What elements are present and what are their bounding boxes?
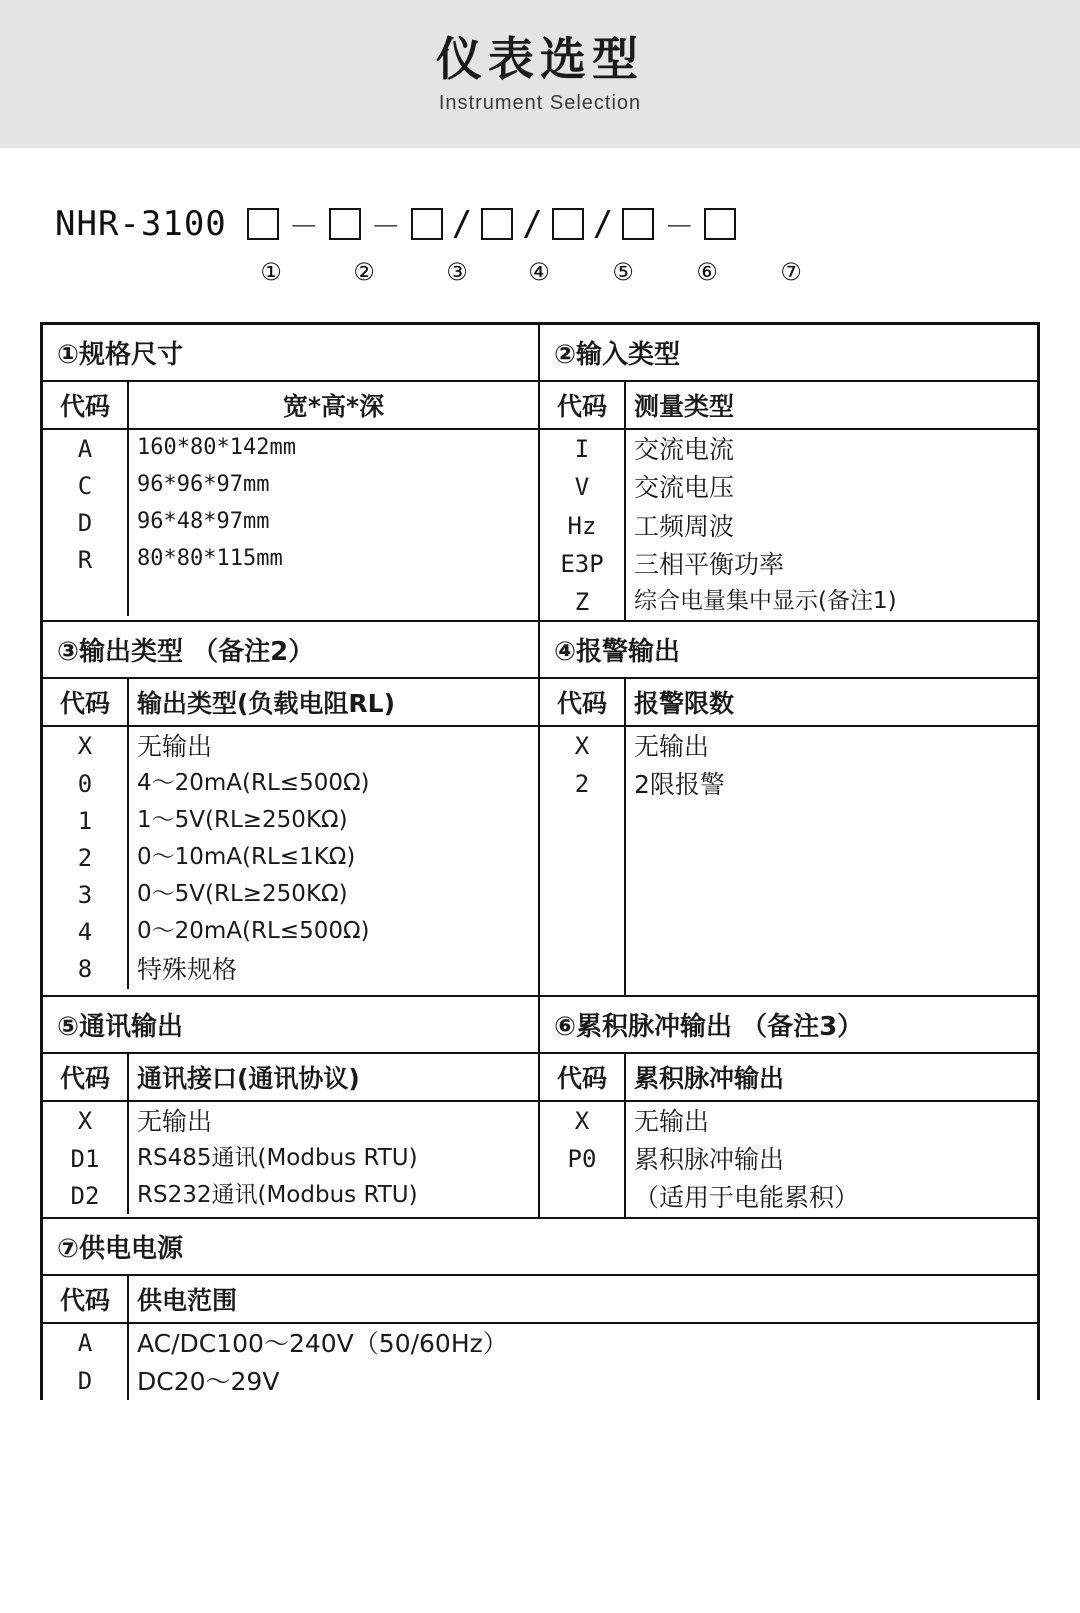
table-row <box>540 507 1037 545</box>
table-row <box>43 727 538 765</box>
section-header <box>43 1276 1037 1324</box>
section-header <box>540 382 1037 430</box>
model-name: NHR-3100 <box>55 204 227 244</box>
table-row <box>43 467 538 504</box>
section-input-type <box>540 325 1037 620</box>
row-code: I <box>540 430 626 468</box>
row-code: D1 <box>43 1140 129 1177</box>
row-desc: 160*80*142mm <box>137 435 296 460</box>
table-row <box>43 1177 538 1214</box>
table-row <box>43 1362 1037 1400</box>
row-code-empty <box>540 804 626 842</box>
table-row <box>43 876 538 913</box>
model-marker-1: ① <box>260 258 282 286</box>
row-desc: DC20～29V <box>137 1366 280 1396</box>
model-separator-1: － <box>288 210 319 245</box>
model-box-7 <box>704 208 736 240</box>
table-row <box>43 950 538 988</box>
row-desc: （适用于电能累积） <box>634 1183 860 1213</box>
row-code: 3 <box>43 876 129 913</box>
table-row-filler <box>540 918 1037 956</box>
table-row <box>43 765 538 802</box>
model-box-5 <box>552 208 584 240</box>
row-code: D <box>43 504 129 541</box>
section-output-type <box>43 622 540 995</box>
row-desc-empty <box>626 918 1037 956</box>
model-code-diagram <box>0 196 1080 308</box>
section-body <box>43 1102 538 1214</box>
section-power-supply <box>43 1217 1037 1401</box>
table-row <box>540 545 1037 583</box>
row-desc: 特殊规格 <box>137 955 238 985</box>
section-body <box>43 727 538 989</box>
row-code: 8 <box>43 950 129 988</box>
section-title: ①规格尺寸 <box>43 325 538 382</box>
row-desc: 80*80*115mm <box>137 546 283 571</box>
row-desc-empty <box>626 804 1037 842</box>
column-header-code: 代码 <box>43 1054 129 1100</box>
table-row <box>43 504 538 541</box>
row-desc-empty <box>129 578 538 616</box>
row-desc: 无输出 <box>137 732 213 761</box>
row-code: X <box>43 727 129 765</box>
section-header <box>540 1054 1037 1102</box>
row-code: D <box>43 1362 129 1400</box>
section-header <box>43 382 538 430</box>
row-code: X <box>540 727 626 765</box>
row-desc: 三相平衡功率 <box>634 549 785 579</box>
section-spec-size <box>43 325 540 620</box>
row-code: A <box>43 1324 129 1362</box>
column-header-code: 代码 <box>540 1054 626 1100</box>
table-row-filler <box>540 804 1037 842</box>
model-marker-5: ⑤ <box>612 258 634 286</box>
table-row <box>43 541 538 578</box>
table-row-filler <box>540 842 1037 880</box>
section-accumulated-pulse-output <box>540 997 1037 1217</box>
column-header-desc: 输出类型(负载电阻RL) <box>137 689 396 718</box>
row-desc: 综合电量集中显示(备注1) <box>634 588 897 614</box>
row-code <box>540 1178 626 1216</box>
row-desc: 无输出 <box>634 732 710 761</box>
row-desc-empty <box>626 957 1037 995</box>
row-desc: 交流电流 <box>634 435 735 464</box>
row-code: C <box>43 467 129 504</box>
table-row <box>540 468 1037 506</box>
row-code-empty <box>540 880 626 918</box>
column-header-code: 代码 <box>540 382 626 428</box>
section-body <box>540 727 1037 995</box>
row-desc: 96*48*97mm <box>137 509 270 534</box>
column-header-desc: 供电范围 <box>137 1285 238 1315</box>
model-marker-2: ② <box>353 258 375 286</box>
section-title: ④报警输出 <box>540 622 1037 679</box>
row-desc-empty <box>626 880 1037 918</box>
table-row <box>540 727 1037 765</box>
model-marker-6: ⑥ <box>696 258 718 286</box>
table-row <box>43 1140 538 1177</box>
column-header-code: 代码 <box>540 679 626 725</box>
row-desc: 2限报警 <box>634 770 725 800</box>
row-code: 4 <box>43 913 129 950</box>
row-desc: 无输出 <box>634 1106 710 1136</box>
table-row <box>540 765 1037 803</box>
section-header <box>43 679 538 727</box>
row-code: E3P <box>540 545 626 583</box>
table-row <box>540 1102 1037 1140</box>
section-title: ⑥累积脉冲输出 （备注3） <box>540 997 1037 1054</box>
table-row <box>43 839 538 876</box>
row-desc: AC/DC100～240V（50/60Hz） <box>137 1328 508 1358</box>
row-code: 2 <box>540 765 626 803</box>
section-title: ⑤通讯输出 <box>43 997 538 1054</box>
table-row <box>43 430 538 467</box>
model-box-3 <box>411 208 443 240</box>
section-header <box>540 679 1037 727</box>
row-desc: 1～5V(RL≥250KΩ) <box>137 807 348 834</box>
model-box-1 <box>247 208 279 240</box>
row-desc: RS485通讯(Modbus RTU) <box>137 1145 418 1171</box>
model-marker-row <box>55 258 1080 286</box>
model-marker-7: ⑦ <box>780 258 802 286</box>
table-row <box>540 1140 1037 1178</box>
model-separator-4: / <box>522 204 543 244</box>
section-communication-output <box>43 997 540 1217</box>
model-marker-3: ③ <box>446 258 468 286</box>
row-desc: 0～20mA(RL≤500Ω) <box>137 918 370 945</box>
column-header-desc: 测量类型 <box>634 392 735 421</box>
table-row-filler <box>43 578 538 616</box>
column-header-desc: 累积脉冲输出 <box>634 1063 785 1093</box>
row-desc: 4～20mA(RL≤500Ω) <box>137 770 370 797</box>
row-desc: RS232通讯(Modbus RTU) <box>137 1182 418 1208</box>
column-header-desc: 宽*高*深 <box>282 392 385 421</box>
section-body <box>43 430 538 616</box>
section-body <box>43 1324 1037 1401</box>
row-desc: 累积脉冲输出 <box>634 1145 785 1174</box>
table-row <box>43 802 538 839</box>
model-box-4 <box>481 208 513 240</box>
column-header-code: 代码 <box>43 1276 129 1322</box>
section-alarm-output <box>540 622 1037 995</box>
table-row <box>43 995 1037 1217</box>
model-separator-2: － <box>370 210 401 245</box>
row-desc: 96*96*97mm <box>137 472 270 497</box>
column-header-code: 代码 <box>43 382 129 428</box>
column-header-code: 代码 <box>43 679 129 725</box>
table-row <box>43 620 1037 995</box>
row-code: X <box>43 1102 129 1140</box>
row-code-empty <box>540 842 626 880</box>
section-header <box>43 1054 538 1102</box>
row-code: 2 <box>43 839 129 876</box>
section-body <box>540 1102 1037 1217</box>
table-row-filler <box>540 880 1037 918</box>
section-title: ②输入类型 <box>540 325 1037 382</box>
table-row <box>43 913 538 950</box>
row-code: A <box>43 430 129 467</box>
row-desc: 无输出 <box>137 1106 213 1136</box>
table-row <box>540 430 1037 468</box>
page-subtitle: Instrument Selection <box>438 91 642 114</box>
row-desc: 0～10mA(RL≤1KΩ) <box>137 844 356 871</box>
table-row-filler <box>540 957 1037 995</box>
row-code-empty <box>540 957 626 995</box>
model-box-2 <box>329 208 361 240</box>
row-desc: 工频周波 <box>634 511 735 541</box>
row-code: 1 <box>43 802 129 839</box>
row-code: R <box>43 541 129 578</box>
model-separator-3: / <box>451 204 473 244</box>
row-desc: 交流电压 <box>634 473 735 503</box>
row-desc-empty <box>626 842 1037 880</box>
section-title: ⑦供电电源 <box>43 1219 1037 1276</box>
model-box-6 <box>622 208 654 240</box>
row-code: P0 <box>540 1140 626 1178</box>
table-row <box>43 325 1037 620</box>
row-code: Z <box>540 583 626 620</box>
table-row <box>43 1102 538 1140</box>
row-code: 0 <box>43 765 129 802</box>
model-code-row <box>55 196 1080 252</box>
model-marker-4: ④ <box>528 258 550 286</box>
row-code: Hz <box>540 507 626 545</box>
row-code-empty <box>540 918 626 956</box>
section-body <box>540 430 1037 620</box>
row-code: D2 <box>43 1177 129 1214</box>
page-title: 仪表选型 <box>436 32 644 87</box>
model-separator-5: / <box>592 204 614 244</box>
page-banner <box>0 0 1080 148</box>
column-header-desc: 报警限数 <box>634 689 735 718</box>
row-desc: 0～5V(RL≥250KΩ) <box>137 881 348 908</box>
table-row <box>43 1324 1037 1362</box>
section-title: ③输出类型 （备注2） <box>43 622 538 679</box>
table-row <box>540 583 1037 620</box>
column-header-desc: 通讯接口(通讯协议) <box>137 1063 360 1093</box>
model-separator-6: － <box>664 210 695 245</box>
table-row <box>540 1178 1037 1216</box>
row-code: X <box>540 1102 626 1140</box>
selection-table <box>40 322 1040 1400</box>
row-code: V <box>540 468 626 506</box>
row-code-empty <box>43 578 129 616</box>
